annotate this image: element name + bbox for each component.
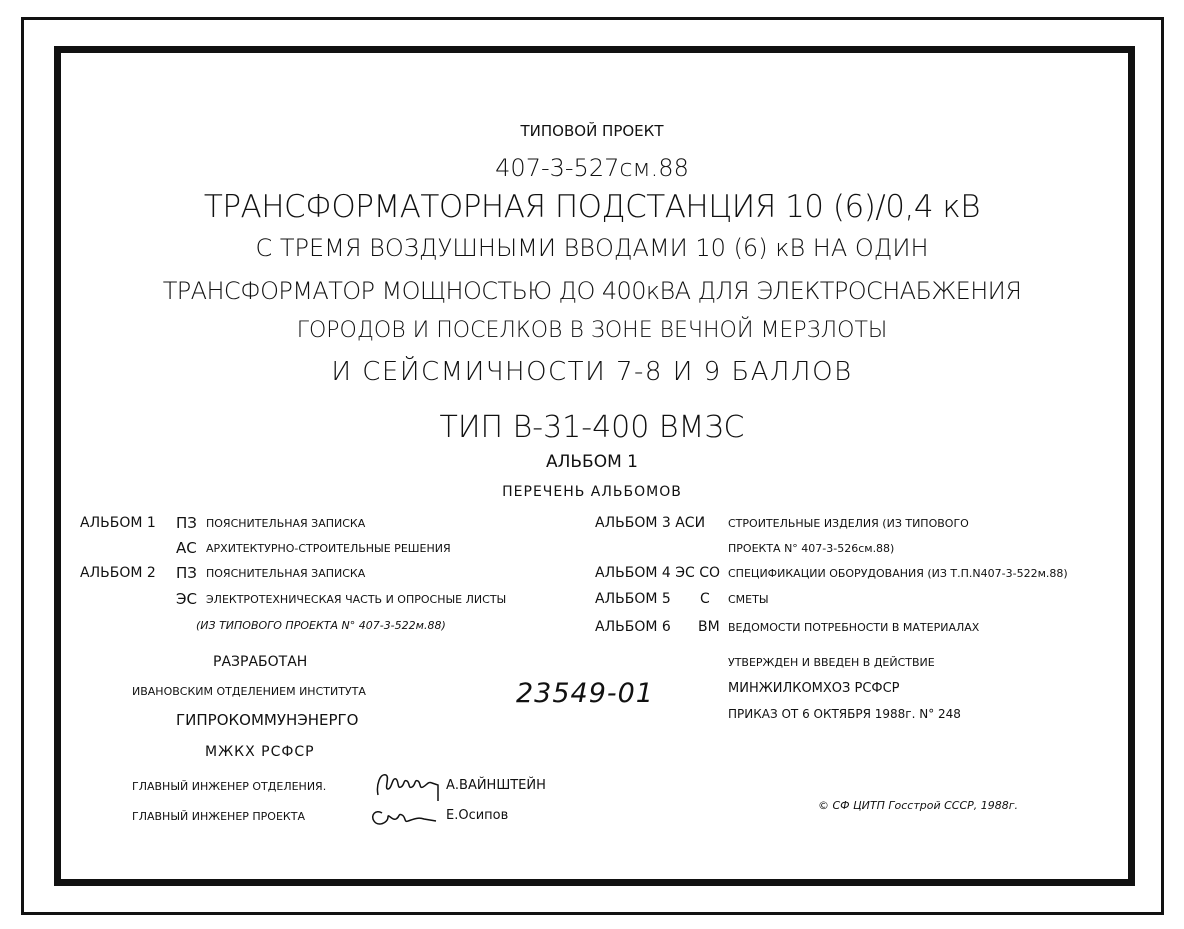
- album-5-code: С: [700, 591, 710, 607]
- title-line-5: И СЕЙСМИЧНОСТИ 7-8 И 9 БАЛЛОВ: [331, 357, 853, 387]
- album-1-as-text: АРХИТЕКТУРНО-СТРОИТЕЛЬНЫЕ РЕШЕНИЯ: [206, 542, 451, 555]
- developer-line-3: МЖКХ РСФСР: [205, 744, 315, 760]
- approval-line-3: ПРИКАЗ ОТ 6 ОКТЯБРЯ 1988г. N° 248: [728, 707, 961, 721]
- album-2-label: АЛЬБОМ 2: [80, 565, 156, 581]
- developer-line-2: ГИПРОКОММУНЭНЕРГО: [176, 711, 359, 729]
- title-line-2: С ТРЕМЯ ВОЗДУШНЫМИ ВВОДАМИ 10 (6) кВ НА ОДИН: [255, 234, 929, 262]
- developer-heading: РАЗРАБОТАН: [213, 654, 308, 670]
- type-line: ТИП В-31-400 ВМЗС: [439, 410, 745, 445]
- album-4-label: АЛЬБОМ 4 ЭС СО: [595, 565, 721, 581]
- signature-vainshtein: [372, 767, 444, 805]
- album-3-label: АЛЬБОМ 3 АСИ: [595, 515, 706, 531]
- album-3-text-2: ПРОЕКТА N° 407-3-526см.88): [728, 542, 895, 555]
- title-line-4: ГОРОДОВ И ПОСЕЛКОВ В ЗОНЕ ВЕЧНОЙ МЕРЗЛОТЫ: [296, 318, 888, 343]
- title-line-3: ТРАНСФОРМАТОР МОЩНОСТЬЮ ДО 400кВА ДЛЯ ЭЛЕКТРОСНАБЖЕНИЯ: [162, 277, 1022, 305]
- album-3-text: СТРОИТЕЛЬНЫЕ ИЗДЕЛИЯ (ИЗ ТИПОВОГО: [728, 517, 969, 530]
- chief-engineer-project-title: ГЛАВНЫЙ ИНЖЕНЕР ПРОЕКТА: [132, 810, 305, 823]
- chief-engineer-dept-title: ГЛАВНЫЙ ИНЖЕНЕР ОТДЕЛЕНИЯ.: [132, 780, 327, 793]
- album-5-text: СМЕТЫ: [728, 593, 769, 606]
- album-1-pz-text: ПОЯСНИТЕЛЬНАЯ ЗАПИСКА: [206, 517, 366, 530]
- approval-line-2: МИНЖИЛКОМХОЗ РСФСР: [728, 681, 900, 696]
- album-6-code: ВМ: [698, 619, 720, 635]
- chief-engineer-dept-name: А.ВАЙНШТЕЙН: [446, 778, 546, 793]
- album-2-es-code: ЭС: [176, 590, 197, 608]
- inventory-number: 23549-01: [516, 678, 654, 709]
- album-line: АЛЬБОМ 1: [545, 452, 638, 472]
- album-6-label: АЛЬБОМ 6: [595, 619, 671, 635]
- album-6-text: ВЕДОМОСТИ ПОТРЕБНОСТИ В МАТЕРИАЛАХ: [728, 621, 980, 634]
- album-1-as-code: АС: [176, 539, 197, 557]
- copyright: © СФ ЦИТП Госстрой СССР, 1988г.: [818, 799, 1019, 812]
- album-list-heading: ПЕРЕЧЕНЬ АЛЬБОМОВ: [502, 484, 682, 500]
- album-5-label: АЛЬБОМ 5: [595, 591, 671, 607]
- album-1-pz-code: ПЗ: [176, 514, 197, 532]
- album-2-pz-text: ПОЯСНИТЕЛЬНАЯ ЗАПИСКА: [206, 567, 366, 580]
- title-line-1: ТРАНСФОРМАТОРНАЯ ПОДСТАНЦИЯ 10 (6)/0,4 кВ: [203, 189, 981, 225]
- project-code: 407-3-527см.88: [495, 154, 689, 182]
- signature-osipov: [368, 801, 438, 831]
- album-2-pz-code: ПЗ: [176, 564, 197, 582]
- album-4-text: СПЕЦИФИКАЦИИ ОБОРУДОВАНИЯ (ИЗ Т.П.N407-3-522м.88): [728, 567, 1068, 580]
- album-2-note: (ИЗ ТИПОВОГО ПРОЕКТА N° 407-3-522м.88): [196, 619, 446, 632]
- album-2-es-text: ЭЛЕКТРОТЕХНИЧЕСКАЯ ЧАСТЬ И ОПРОСНЫЕ ЛИСТЫ: [206, 593, 507, 606]
- project-type-label: ТИПОВОЙ ПРОЕКТ: [520, 122, 664, 140]
- chief-engineer-project-name: Е.Осипов: [446, 808, 509, 823]
- album-1-label: АЛЬБОМ 1: [80, 515, 156, 531]
- approval-line-1: УТВЕРЖДЕН И ВВЕДЕН В ДЕЙСТВИЕ: [728, 656, 935, 669]
- developer-line-1: ИВАНОВСКИМ ОТДЕЛЕНИЕМ ИНСТИТУТА: [132, 685, 366, 698]
